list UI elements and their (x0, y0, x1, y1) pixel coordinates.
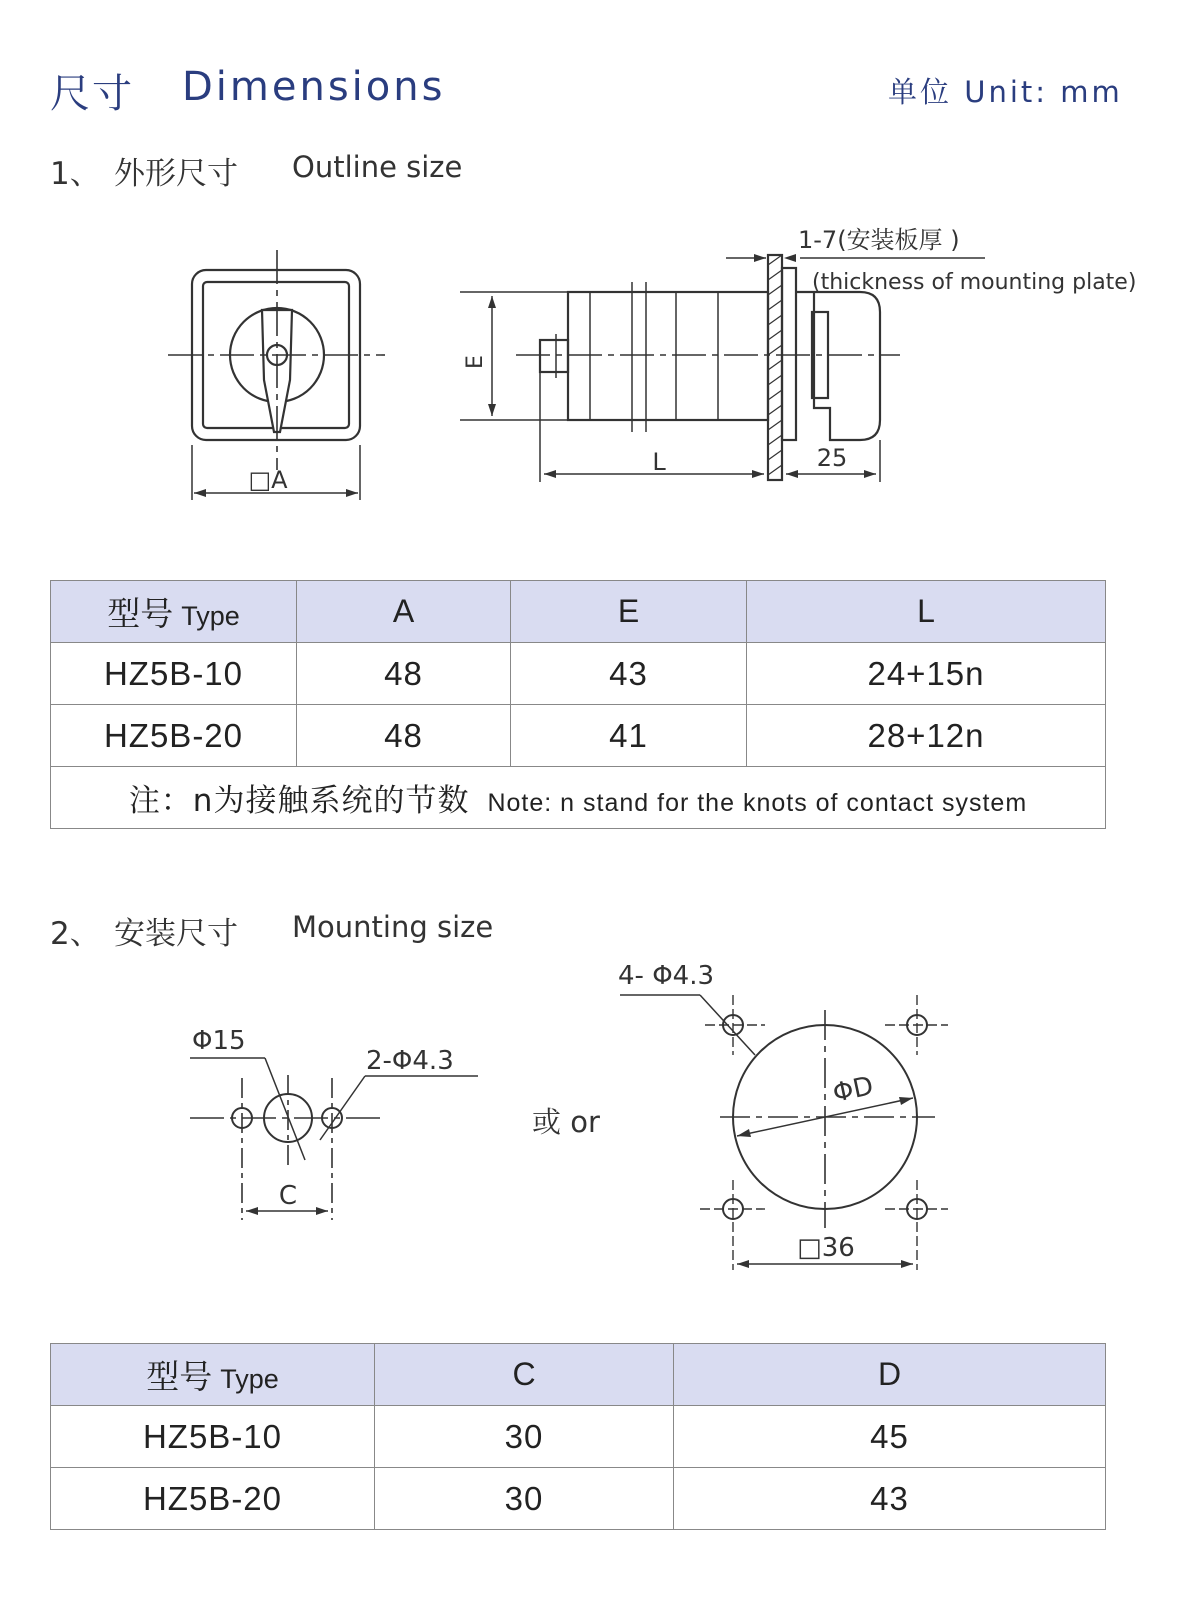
table-row (51, 705, 1106, 767)
section1-number: 1、 (50, 156, 101, 192)
table2-cell-C: 30 (375, 1406, 674, 1468)
mounting-size-table (50, 1343, 1106, 1530)
mounting-drawing (0, 950, 1198, 1290)
four-holes-label: 4- Φ4.3 (618, 961, 715, 991)
square36-label: □36 (797, 1233, 855, 1263)
section2-title-en: Mounting size (292, 910, 494, 944)
shaft-nut (540, 340, 568, 372)
table2-cell-type: HZ5B-10 (51, 1406, 375, 1468)
table2-header-row (51, 1344, 1106, 1406)
table1-header-E: E (511, 581, 747, 643)
section1-title-en: Outline size (292, 150, 463, 184)
table2-header-type: 型号 Type (51, 1344, 375, 1406)
table2-cell-D: 45 (674, 1406, 1106, 1468)
dim-C-label: C (278, 1181, 298, 1211)
table1-header-row (51, 581, 1106, 643)
switch-body (568, 292, 768, 420)
page-title-cn: 尺寸 (50, 71, 134, 117)
section2-title-cn: 安装尺寸 (114, 916, 238, 952)
table-row (51, 1406, 1106, 1468)
plate-thickness-cn-label: 1-7(安装板厚 ) (798, 226, 960, 254)
table2-cell-type: HZ5B-20 (51, 1468, 375, 1530)
table1-header-type: 型号 Type (51, 581, 297, 643)
dim-25-label: 25 (816, 444, 848, 472)
outline-drawing (0, 0, 1198, 560)
table-row (51, 1468, 1106, 1530)
table-row (51, 643, 1106, 705)
phi15-label: Φ15 (192, 1026, 246, 1056)
dim-L-label: L (652, 448, 666, 476)
dim-A-label: □A (248, 466, 288, 494)
table1-cell-type: HZ5B-20 (51, 705, 297, 767)
table1-header-L: L (747, 581, 1106, 643)
table2-cell-D: 43 (674, 1468, 1106, 1530)
table1-header-A: A (297, 581, 511, 643)
mounting-plate (768, 255, 782, 480)
table1-note-row (51, 767, 1106, 829)
table1-cell-A: 48 (297, 643, 511, 705)
page-title-en: Dimensions (182, 64, 446, 110)
table1-cell-type: HZ5B-10 (51, 643, 297, 705)
plate-thickness-en-label: (thickness of mounting plate) (812, 270, 1137, 295)
phiD-label: ΦD (830, 1071, 877, 1109)
table1-cell-E: 43 (511, 643, 747, 705)
table1-cell-E: 41 (511, 705, 747, 767)
table2-header-D: D (674, 1344, 1106, 1406)
table1-cell-A: 48 (297, 705, 511, 767)
table2-cell-C: 30 (375, 1468, 674, 1530)
table1-cell-L: 24+15n (747, 643, 1106, 705)
table1-cell-L: 28+12n (747, 705, 1106, 767)
section1-title-cn: 外形尺寸 (114, 156, 238, 192)
dim-E-label: E (463, 355, 488, 369)
section2-number: 2、 (50, 916, 101, 952)
front-bezel (782, 268, 796, 440)
or-label: 或 or (532, 1105, 600, 1139)
outline-size-table (50, 580, 1106, 829)
two-holes-label: 2-Φ4.3 (366, 1046, 454, 1076)
knob-side (796, 292, 880, 440)
table1-note: 注：n为接触系统的节数 Note: n stand for the knots of contact system (51, 767, 1106, 829)
table2-header-C: C (375, 1344, 674, 1406)
unit-label: 单位 Unit: mm (888, 75, 1123, 109)
